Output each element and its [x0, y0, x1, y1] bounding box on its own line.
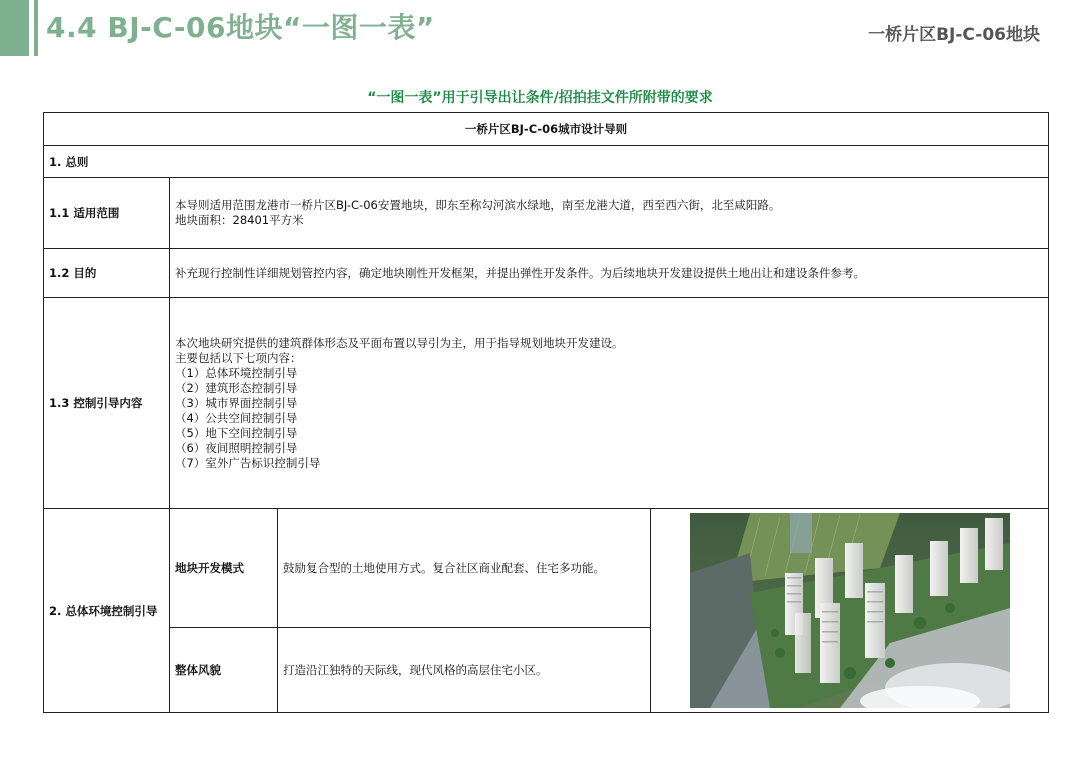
row-content-purpose: 补充现行控制性详细规划管控内容，确定地块刚性开发框架，并提出弹性开发条件。为后续地块开发建设提供土地出让和建设条件参考。: [170, 249, 1049, 298]
page-subtitle: 一桥片区BJ-C-06地块: [868, 25, 1040, 45]
dev-mode-text: 鼓励复合型的土地使用方式。复合社区商业配套、住宅多功能。: [278, 509, 651, 628]
control-item: （6）夜间照明控制引导: [175, 440, 298, 455]
table-row: [44, 509, 1049, 628]
overall-style-text: 打造沿江独特的天际线，现代风格的高层住宅小区。: [278, 628, 651, 713]
table-title-row: [44, 113, 1049, 146]
overall-style-label: 整体风貌: [170, 628, 278, 713]
row-content-control: [170, 298, 1049, 509]
title-accent-line: [34, 0, 38, 56]
table-row: [44, 249, 1049, 298]
table-caption: “一图一表”用于引导出让条件/招拍挂文件所附带的要求: [367, 90, 713, 106]
design-guideline-table: [43, 112, 1049, 713]
aerial-rendering-cell: [651, 509, 1049, 713]
page-title: 4.4 BJ-C-06地块“一图一表”: [46, 11, 435, 44]
aerial-rendering-image: [690, 513, 1010, 708]
scope-text: 本导则适用范围龙港市一桥片区BJ-C-06安置地块，即东至称勾河滨水绿地，南至龙港大道，西至西六街，北至咸阳路。: [175, 198, 781, 212]
control-intro: 本次地块研究提供的建筑群体形态及平面布置以导引为主，用于指导规划地块开发建设。: [175, 335, 624, 350]
row-label-scope: 1.1 适用范围: [44, 178, 170, 249]
control-item: （7）室外广告标识控制引导: [175, 455, 321, 470]
table-title: 一桥片区BJ-C-06城市设计导则: [44, 113, 1049, 146]
row-label-purpose: 1.2 目的: [44, 249, 170, 298]
row-label-control: 1.3 控制引导内容: [44, 298, 170, 509]
title-accent-block: [0, 0, 29, 56]
site-area-text: 地块面积：28401平方米: [175, 213, 304, 227]
dev-mode-label: 地块开发模式: [170, 509, 278, 628]
control-lead: 主要包括以下七项内容：: [175, 350, 302, 365]
section-row: [44, 146, 1049, 178]
section-heading-general: 1. 总则: [44, 146, 1049, 178]
row-label-environment: 2. 总体环境控制引导: [44, 509, 170, 713]
control-item: （2）建筑形态控制引导: [175, 380, 298, 395]
control-item: （3）城市界面控制引导: [175, 395, 298, 410]
table-row: [44, 298, 1049, 509]
table-row: [44, 178, 1049, 249]
control-item: （5）地下空间控制引导: [175, 425, 298, 440]
row-content-scope: [170, 178, 1049, 249]
control-item: （1）总体环境控制引导: [175, 365, 298, 380]
control-item: （4）公共空间控制引导: [175, 410, 298, 425]
